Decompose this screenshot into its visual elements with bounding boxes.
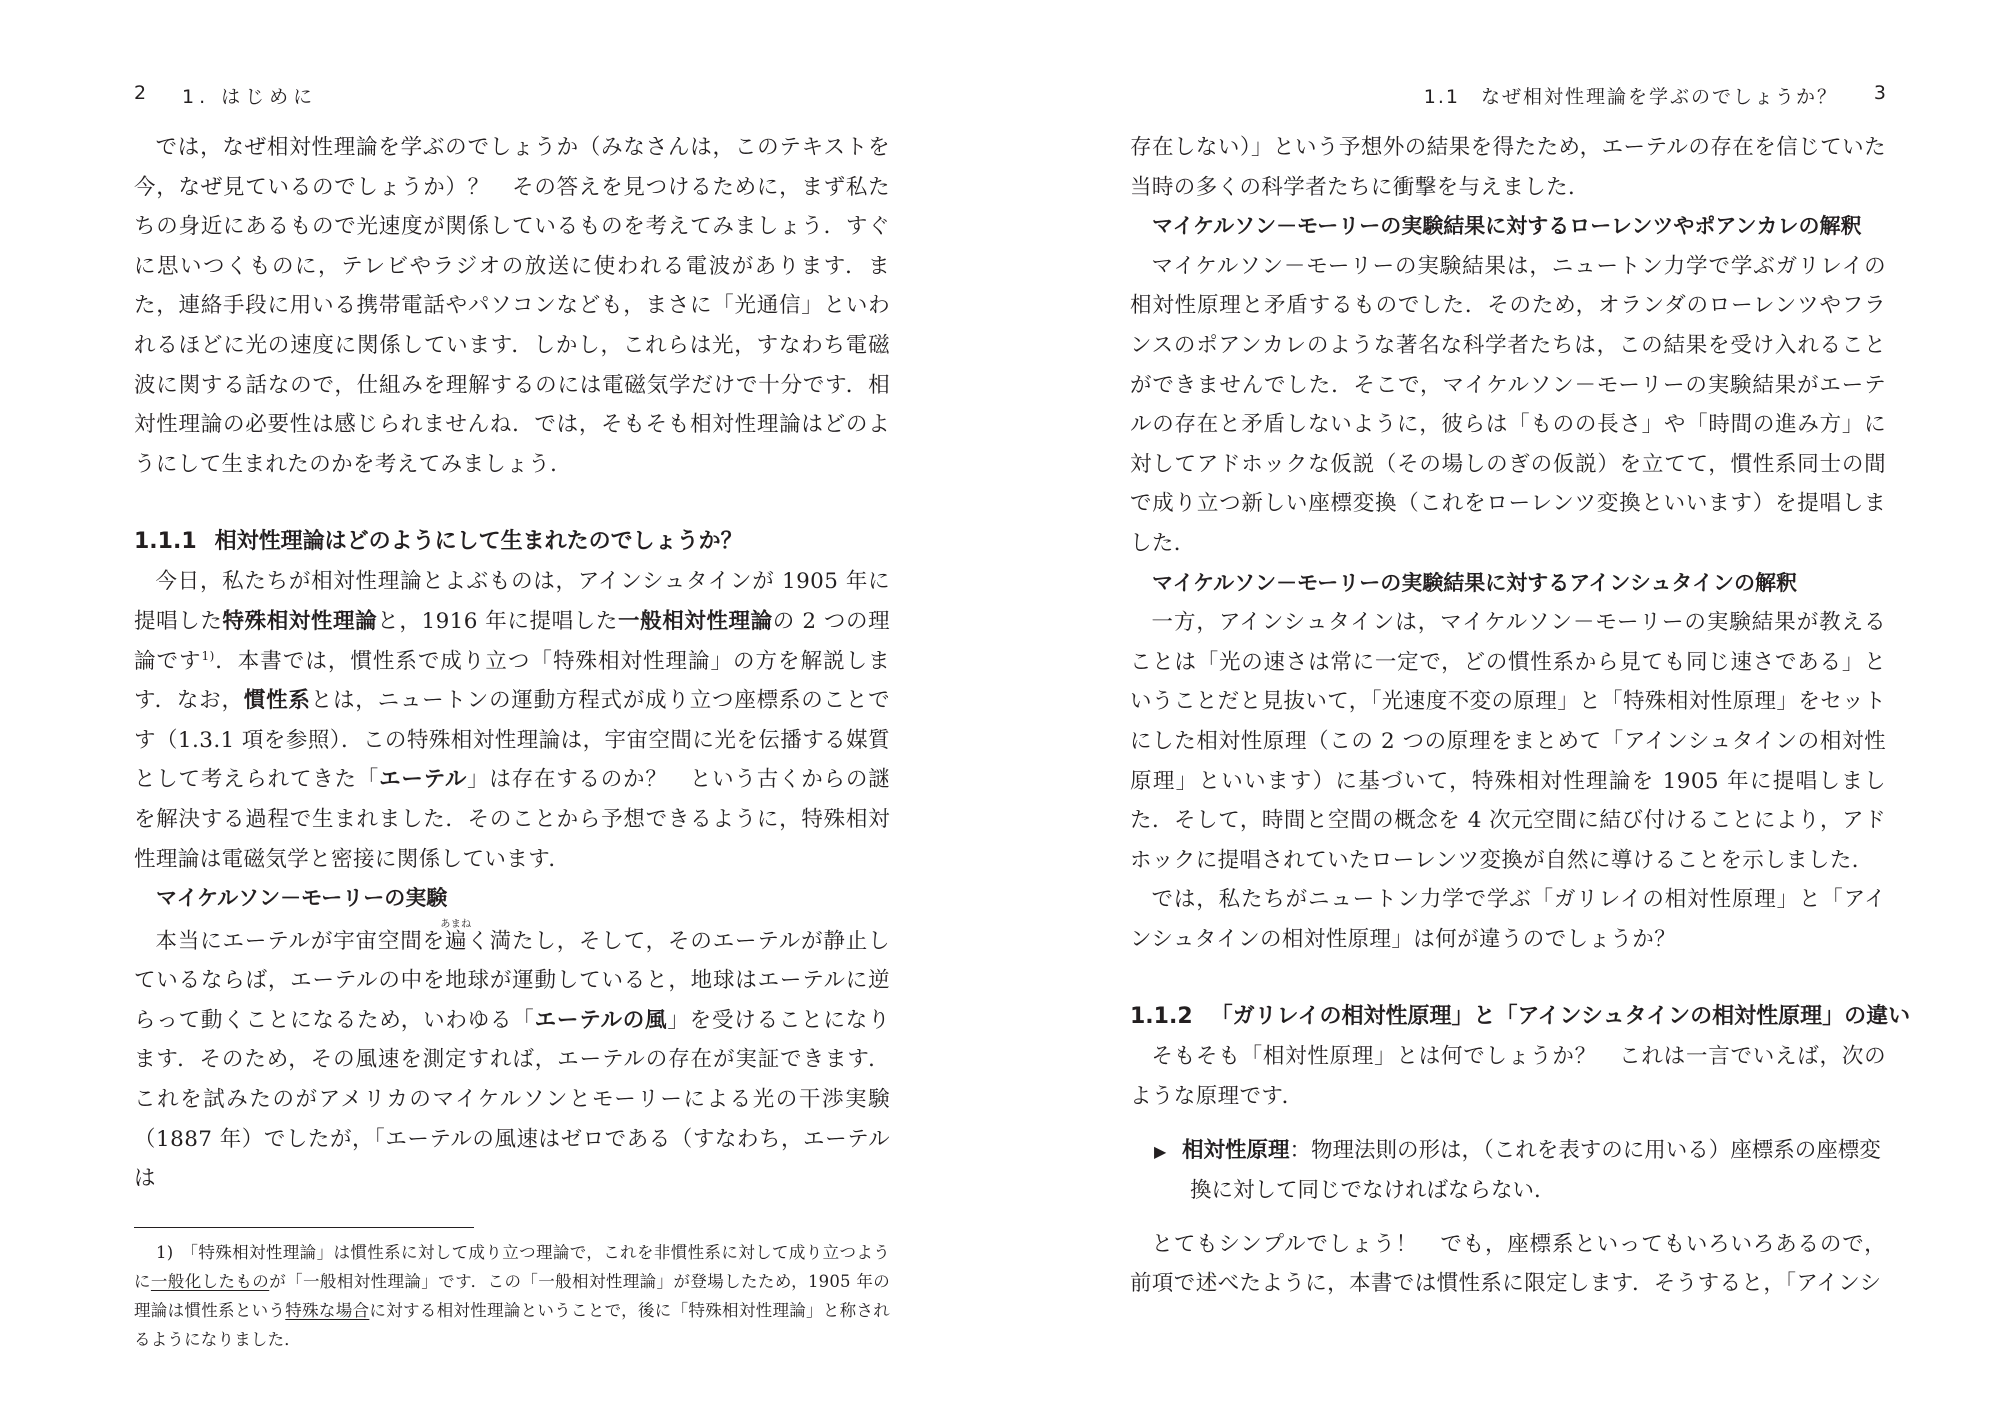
definition-term: 相対性原理 bbox=[1182, 1137, 1290, 1163]
definition-text: ：物理法則の形は，（これを表すのに用いる）座標系の座標変換に対して同じでなければならない． bbox=[1190, 1137, 1881, 1204]
section-title: 相対性理論はどのようにして生まれたのでしょうか？ bbox=[214, 529, 743, 555]
page-body bbox=[134, 128, 890, 1354]
subsection-heading: マイケルソン－モーリーの実験 bbox=[156, 886, 448, 911]
right-page bbox=[1130, 0, 1911, 1419]
footnote-number: 1) bbox=[156, 1242, 174, 1262]
bold-term: 慣性系 bbox=[243, 688, 311, 714]
subsection-heading: マイケルソン－モーリーの実験結果に対するアインシュタインの解釈 bbox=[1152, 570, 1798, 595]
section-number: 1.1.2 bbox=[1130, 1004, 1193, 1030]
bold-term: 特殊相対性理論 bbox=[222, 608, 378, 634]
ruby-annotation: 遍あまね bbox=[440, 918, 472, 954]
page-number: 3 bbox=[1873, 82, 1886, 104]
paragraph: 本当にエーテルが宇宙空間を遍あまねく満たし，そして，そのエーテルが静止しているならば，エーテルの中を地球が運動していると，地球はエーテルに逆らって動くことになるため，いわゆる「エーテルの風」を受けることになります．そのため，その風速を測定すれば，エーテルの存在が実証できます．これを試みたのがアメリカのマイケルソンとモーリーによる光の干渉実験（1887 年）でしたが，「エーテルの風速はゼロである（すなわち，エーテルは bbox=[134, 918, 890, 1192]
bold-term: 一般相対性理論 bbox=[617, 608, 773, 634]
footnote: 1) 「特殊相対性理論」は慣性系に対して成り立つ理論で，これを非慣性系に対して成り立つように一般化したものが「一般相対性理論」です．この「一般相対性理論」が登場したため，1905 年の理論は慣性系という特殊な場合に対する相対性理論ということで，後に「特殊相対性理論」と称されるようになりました． bbox=[134, 1242, 891, 1349]
running-title: 1. はじめに bbox=[182, 86, 318, 108]
page-body bbox=[1130, 128, 1911, 1304]
bold-term: エーテルの風 bbox=[534, 1007, 668, 1033]
page-number: 2 bbox=[134, 82, 147, 104]
paragraph: そもそも「相対性原理」とは何でしょうか？ これは一言でいえば，次のような原理です． bbox=[1130, 1044, 1886, 1110]
footnote-rule bbox=[134, 1227, 474, 1228]
definition-item bbox=[1130, 1131, 1886, 1211]
running-header bbox=[134, 82, 890, 110]
section-title: 「ガリレイの相対性原理」と「アインシュタインの相対性原理」の違い bbox=[1210, 1004, 1911, 1030]
running-header bbox=[1130, 82, 1886, 110]
paragraph: マイケルソン－モーリーの実験結果は，ニュートン力学で学ぶガリレイの相対性原理と矛盾するものでした．そのため，オランダのローレンツやフランスのポアンカレのような著名な科学者たちは，この結果を受け入れることができませんでした．そこで，マイケルソン－モーリーの実験結果がエーテルの存在と矛盾しないように，彼らは「ものの長さ」や「時間の進み方」に対してアドホックな仮説（その場しのぎの仮説）を立てて，慣性系同士の間で成り立つ新しい座標変換（これをローレンツ変換といいます）を提唱しました． bbox=[1130, 253, 1886, 556]
left-page bbox=[134, 0, 890, 1419]
footnote-ref: 1) bbox=[201, 648, 215, 663]
paragraph: 一方，アインシュタインは，マイケルソン－モーリーの実験結果が教えることは「光の速さは常に一定で，どの慣性系から見ても同じ速さである」ということだと見抜いて，「光速度不変の原理」と「特殊相対性原理」をセットにした相対性原理（この 2 つの原理をまとめて「アインシュタインの相対性原理」といいます）に基づいて，特殊相対性理論を 1905 年に提唱しました．そして，時間と空間の概念を 4 次元空間に結び付けることにより，アドホックに提唱されていたローレンツ変換が自然に導けることを示しました． bbox=[1130, 610, 1886, 873]
paragraph: 今日，私たちが相対性理論とよぶものは，アインシュタインが 1905 年に提唱した特殊相対性理論と，1916 年に提唱した一般相対性理論の 2 つの理論です$^{1)}$．本書では，慣性系で成り立つ「特殊相対性理論」の方を解説します．なお，慣性系とは，ニュートンの運動方程式が成り立つ座標系のことです（1.3.1 項を参照）．この特殊相対性理論は，宇宙空間に光を伝播する媒質として考えられてきた「エーテル」は存在するのか？ という古くからの謎を解決する過程で生まれました．そのことから予想できるように，特殊相対性理論は電磁気学と密接に関係しています． bbox=[134, 569, 891, 872]
section-heading bbox=[134, 522, 890, 562]
continued-paragraph: 存在しない）」という予想外の結果を得たため，エーテルの存在を信じていた当時の多くの科学者たちに衝撃を与えました． bbox=[1130, 135, 1886, 200]
paragraph: では，私たちがニュートン力学で学ぶ「ガリレイの相対性原理」と「アインシュタインの相対性原理」は何が違うのでしょうか？ bbox=[1130, 887, 1886, 952]
intro-paragraph: では，なぜ相対性理論を学ぶのでしょうか（みなさんは，このテキストを今，なぜ見ているのでしょうか）？ その答えを見つけるために，まず私たちの身近にあるもので光速度が関係しているものを考えてみましょう．すぐに思いつくものに，テレビやラジオの放送に使われる電波があります．また，連絡手段に用いる携帯電話やパソコンなども，まさに「光通信」といわれるほどに光の速度に関係しています．しかし，これらは光，すなわち電磁波に関する話なので，仕組みを理解するのには電磁気学だけで十分です．相対性理論の必要性は感じられませんね．では，そもそも相対性理論はどのようにして生まれたのかを考えてみましょう． bbox=[134, 135, 890, 477]
underlined-term: 一般化したもの bbox=[150, 1271, 270, 1291]
running-title: 1.1 なぜ相対性理論を学ぶのでしょうか？ bbox=[1423, 86, 1838, 108]
triangle-bullet-icon: ▶ bbox=[1154, 1141, 1167, 1161]
paragraph: とてもシンプルでしょう！ でも，座標系といってもいろいろあるので，前項で述べたように，本書では慣性系に限定します．そうすると，「アインシ bbox=[1130, 1231, 1886, 1297]
bold-term: エーテル bbox=[379, 767, 468, 793]
section-heading bbox=[1130, 997, 1911, 1037]
underlined-term: 特殊な場合 bbox=[285, 1300, 370, 1320]
subsection-heading: マイケルソン－モーリーの実験結果に対するローレンツやポアンカレの解釈 bbox=[1152, 214, 1862, 239]
section-number: 1.1.1 bbox=[134, 529, 197, 555]
